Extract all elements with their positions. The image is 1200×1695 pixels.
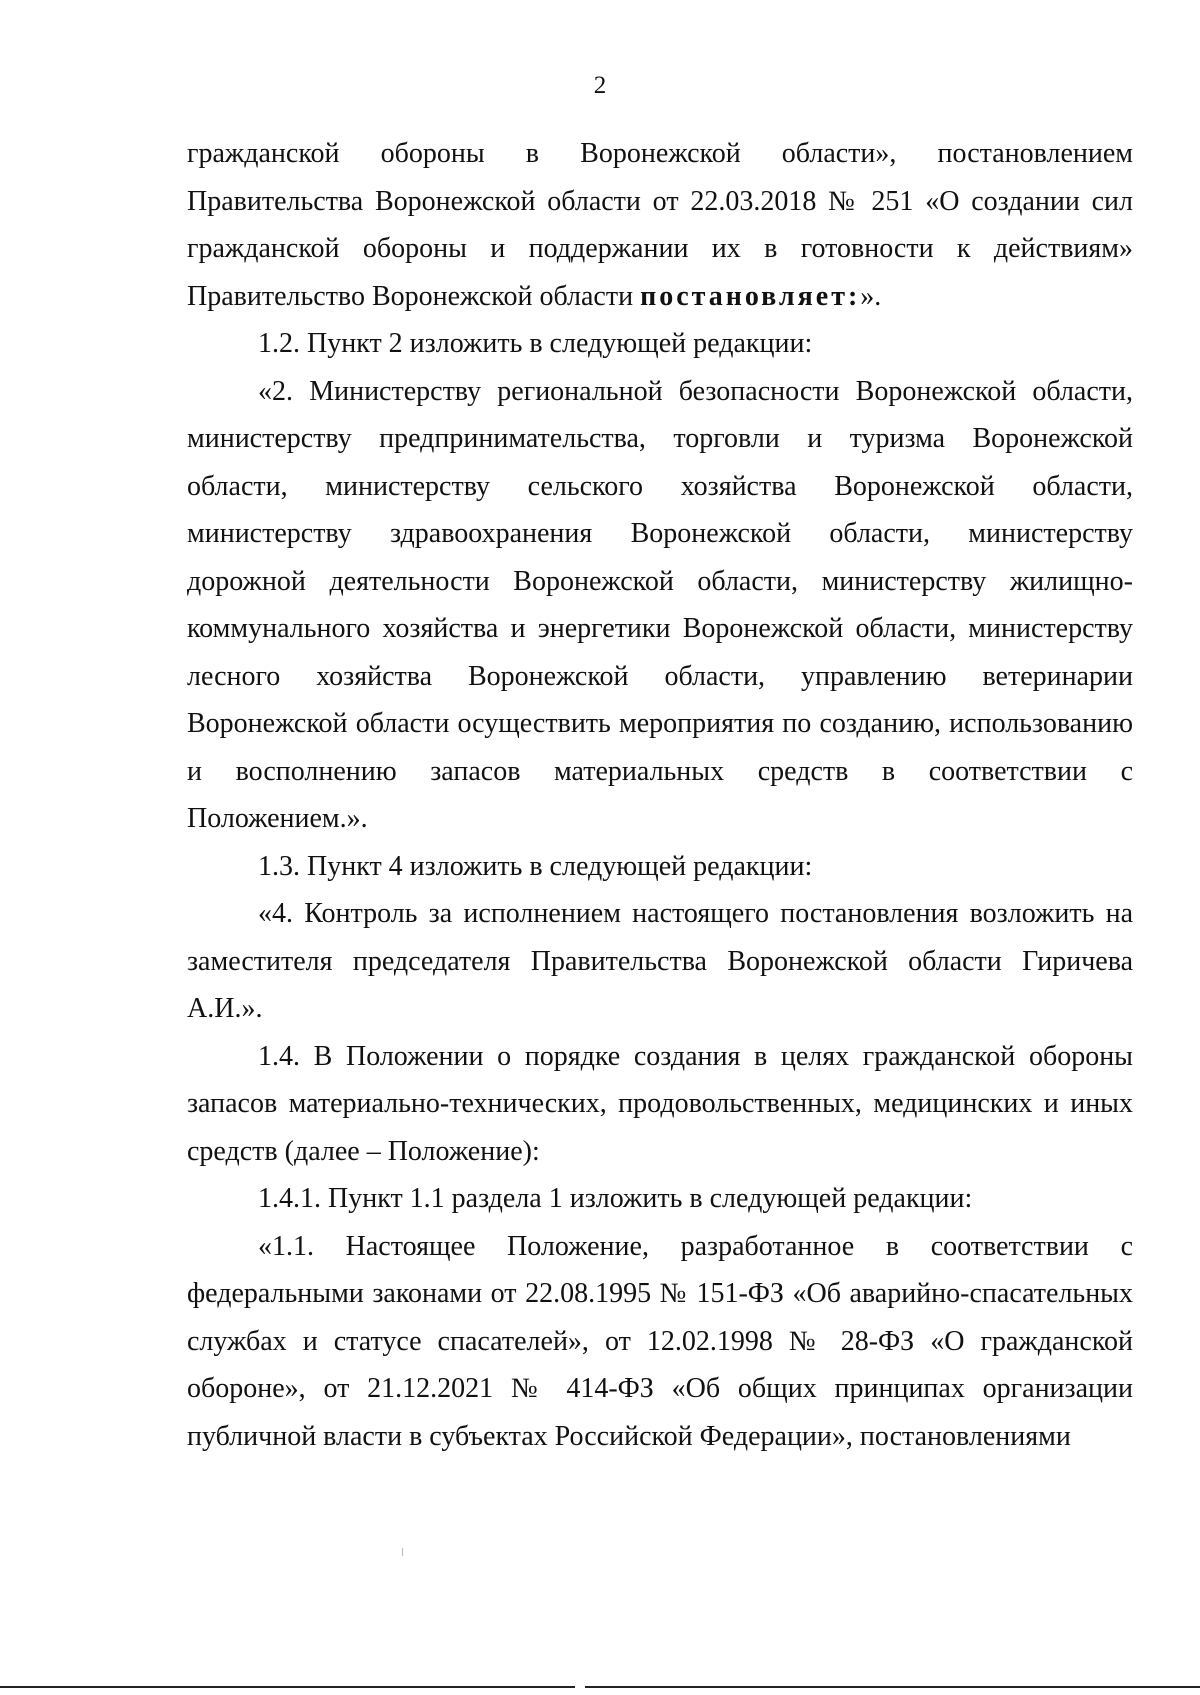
paragraph-1-4-1: 1.4.1. Пункт 1.1 раздела 1 изложить в следующей редакции:	[258, 1183, 973, 1214]
paragraph-text: гражданской обороны в Воронежской области», постановлением Правительства Воронежской области от 22.03.2018 № 251 «О создании сил гражданской обороны и поддержании их в готовности к действиям» Правительство Воронежской области	[187, 138, 1133, 312]
document-body	[187, 130, 1133, 1460]
paragraph-tail: ».	[860, 280, 882, 312]
scan-artifact	[402, 1548, 403, 1556]
paragraph-item-2: «2. Министерству региональной безопасности Воронежской области, министерству предпринимательства, торговли и туризма Воронежской области, министерству сельского хозяйства Воронежской области, министерству здравоохранения Воронежской области, министерству дорожной деятельности Воронежской области, министерству жилищно-коммунального хозяйства и энергетики Воронежской области, министерству лесного хозяйства Воронежской области, управлению ветеринарии Воронежской области осуществить мероприятия по созданию, использованию и восполнению запасов материальных средств в соответствии с Положением.».	[187, 375, 1133, 834]
paragraph-1-4: 1.4. В Положении о порядке создания в целях гражданской обороны запасов материально-технических, продовольственных, медицинских и иных средств (далее – Положение):	[187, 1040, 1133, 1167]
paragraph-item-1-1: «1.1. Настоящее Положение, разработанное в соответствии с федеральными законами от 22.08.1995 № 151-ФЗ «Об аварийно-спасательных службах и статусе спасателей», от 12.02.1998 № 28-ФЗ «О гражданской обороне», от 21.12.2021 № 414-ФЗ «Об общих принципах организации публичной власти в субъектах Российской Федерации», постановлениями	[187, 1230, 1133, 1452]
page-number: 2	[593, 72, 607, 99]
page-bottom-rule	[0, 1686, 1200, 1688]
paragraph-item-4: «4. Контроль за исполнением настоящего постановления возложить на заместителя председателя Правительства Воронежской области Гиричева А.И.».	[187, 898, 1133, 1024]
rule-gap	[575, 1686, 585, 1688]
paragraph-preamble-end	[187, 130, 1133, 320]
paragraph-1-3: 1.3. Пункт 4 изложить в следующей редакции:	[258, 850, 813, 882]
emphasis-resolves: постановляет:	[640, 280, 861, 312]
paragraph-1-2: 1.2. Пункт 2 изложить в следующей редакции:	[258, 328, 813, 359]
